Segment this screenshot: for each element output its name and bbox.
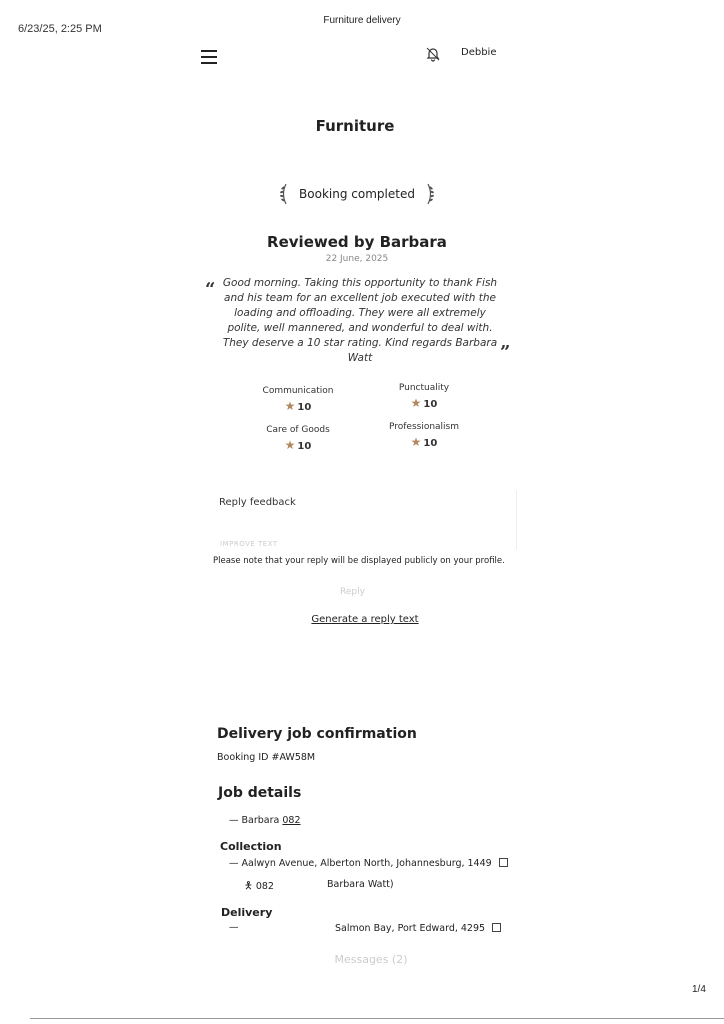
messages-button[interactable]: Messages (2) xyxy=(334,953,408,966)
delivery-dash: — xyxy=(229,922,239,933)
rating-score: 10 xyxy=(297,402,312,413)
rating-score: 10 xyxy=(423,438,438,449)
collection-contact-row xyxy=(244,879,274,896)
person-icon: 🯅 xyxy=(244,881,253,892)
delivery-address: Salmon Bay, Port Edward, 4295 xyxy=(335,923,486,934)
page-title: Furniture xyxy=(315,117,395,135)
review-title: Reviewed by Barbara xyxy=(267,233,447,251)
rating-label: Communication xyxy=(262,386,334,396)
rating-score: 10 xyxy=(423,399,438,410)
rating-punctuality xyxy=(354,383,494,410)
rating-professionalism xyxy=(354,422,494,449)
booking-id: Booking ID #AW58M xyxy=(217,752,316,763)
user-name[interactable]: Debbie xyxy=(461,47,497,58)
customer-phone[interactable]: 082 xyxy=(282,815,301,826)
booking-status-badge xyxy=(278,180,436,208)
rating-care-of-goods xyxy=(228,425,368,452)
collection-phone[interactable]: 082 xyxy=(255,881,274,892)
quote-close-icon: ” xyxy=(500,342,511,363)
hamburger-menu-icon[interactable] xyxy=(201,50,217,64)
laurel-left-icon xyxy=(278,182,290,206)
star-icon: ★ xyxy=(410,396,422,410)
reply-public-note: Please note that your reply will be displayed publicly on your profile. xyxy=(213,556,505,566)
review-text: Good morning. Taking this opportunity to thank Fish and his team for an excellent job executed with the loading and offloading. They were all extremely polite, well mannered, and wonderful to deal with. They deserve a 10 star rating. Kind regards Barbara Watt xyxy=(222,277,498,364)
delivery-address-row xyxy=(335,922,501,934)
delivery-title: Delivery xyxy=(221,906,273,919)
quote-open-icon: “ xyxy=(205,279,216,300)
copy-icon[interactable] xyxy=(492,923,501,932)
laurel-right-icon xyxy=(424,182,436,206)
collection-title: Collection xyxy=(220,840,282,853)
rating-label: Care of Goods xyxy=(266,425,330,435)
collection-address: Aalwyn Avenue, Alberton North, Johannesburg, 1449 xyxy=(241,858,492,869)
star-icon: ★ xyxy=(284,438,296,452)
page-divider xyxy=(30,1018,724,1019)
reply-label: Reply feedback xyxy=(219,497,296,508)
job-details-title: Job details xyxy=(218,785,302,801)
improve-text-button[interactable]: IMPROVE TEXT xyxy=(220,540,278,548)
generate-reply-link[interactable]: Generate a reply text xyxy=(311,614,419,625)
dash: — xyxy=(229,858,242,869)
collection-address-row xyxy=(229,857,508,869)
rating-label: Punctuality xyxy=(398,383,450,393)
confirmation-title: Delivery job confirmation xyxy=(217,726,417,742)
review-date: 22 June, 2025 xyxy=(325,254,389,264)
print-datetime: 6/23/25, 2:25 PM xyxy=(18,23,102,35)
reply-button[interactable]: Reply xyxy=(340,587,365,597)
customer-row xyxy=(229,815,301,826)
collection-contact: Barbara Watt) xyxy=(327,879,394,890)
star-icon: ★ xyxy=(284,399,296,413)
copy-icon[interactable] xyxy=(499,858,508,867)
star-icon: ★ xyxy=(410,435,422,449)
dash: — xyxy=(229,815,242,826)
booking-status-label: Booking completed xyxy=(299,187,415,201)
page-number: 1/4 xyxy=(692,984,706,995)
rating-score: 10 xyxy=(297,441,312,452)
bell-icon[interactable] xyxy=(425,46,441,62)
rating-label: Professionalism xyxy=(388,422,460,432)
customer-name: Barbara xyxy=(241,815,280,826)
rating-communication xyxy=(228,386,368,413)
print-title: Furniture delivery xyxy=(323,15,401,26)
